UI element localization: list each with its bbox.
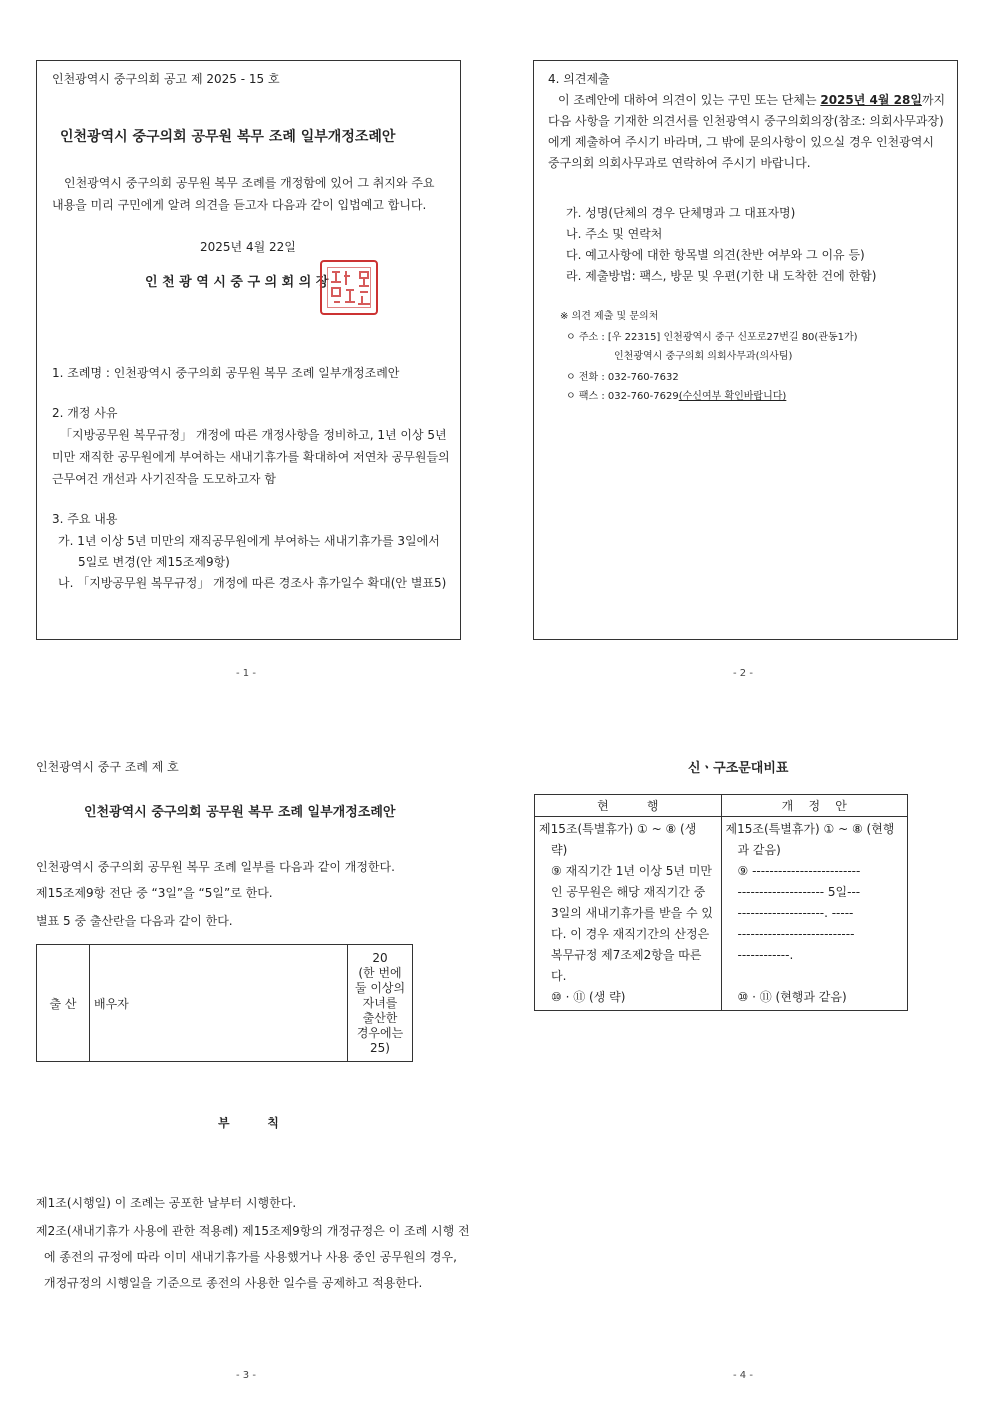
section-2-line-1: 「지방공무원 복무규정」 개정에 따른 개정사항을 정비하고, 1년 이상 5년 [60,428,447,442]
opinion-line-2: 다음 사항을 기재한 의견서를 인천광역시 중구의회의장(참조: 의회사무과장) [548,114,944,128]
item-na: 나. 주소 및 연락처 [566,227,663,241]
item-ra: 라. 제출방법: 팩스, 방문 및 우편(기한 내 도착한 건에 한함) [566,269,877,283]
header-amended: 개 정 안 [721,795,908,817]
notice-date: 2025년 4월 22일 [200,240,296,254]
item-da: 다. 예고사항에 대한 항목별 의견(찬반 여부와 그 이유 등) [566,248,865,262]
amended-line: ⑨ ------------------------- [737,864,861,878]
article-2-line-2: 에 종전의 규정에 따라 이미 새내기휴가를 사용했거나 사용 중인 공무원의 경우, [44,1250,457,1264]
contact-heading: ※ 의견 제출 및 문의처 [560,311,659,322]
section-1-ordinance-name: 1. 조례명 : 인천광역시 중구의회 공무원 복무 조례 일부개정조례안 [52,366,400,380]
current-line: 복무규정 제7조제2항을 따른 [551,948,702,962]
current-text [535,817,722,1011]
deadline-date: 2025년 4월 28일 [820,93,922,107]
opinion-line-1-text: 이 조례안에 대하여 의견이 있는 구민 또는 단체는 [558,93,821,107]
current-line: ⑨ 재직기간 1년 이상 5년 미만 [551,864,713,878]
days-line: (한 번에 [358,965,402,980]
intro-line-1: 인천광역시 중구의회 공무원 복무 조례를 개정함에 있어 그 취지와 주요 [64,176,435,190]
days-line: 경우에는 [356,1025,404,1040]
section-2-heading: 2. 개정 사유 [52,406,118,420]
current-line: 다. 이 경우 재직기간의 산정은 [551,927,710,941]
contact-address: ㅇ 주소 : [우 22315] 인천광역시 중구 신포로27번길 80(관동1가) [566,332,858,343]
opinion-heading: 4. 의견제출 [548,72,610,86]
contact-address-2: 인천광역시 중구의회 의회사무과(의사팀) [614,351,793,362]
section-3-item-b: 나. 「지방공무원 복무규정」 개정에 따른 경조사 휴가일수 확대(안 별표5) [58,576,447,590]
amended-text [721,817,908,1011]
ordinance-number: 인천광역시 중구 조례 제 호 [36,760,179,774]
days-line: 자녀를 [362,995,398,1010]
page-1-title: 인천광역시 중구의회 공무원 복무 조례 일부개정조례안 [60,129,396,145]
current-line: 3일의 새내기휴가를 받을 수 있 [551,906,713,920]
current-line: 인 공무원은 해당 재직기간 중 [551,885,706,899]
comparison-table [534,794,908,1011]
amended-line: 과 같음) [737,843,781,857]
table-cell-target: 배우자 [90,945,348,1062]
section-2-line-3: 근무여건 개선과 사기진작을 도모하고자 함 [52,472,276,486]
opinion-line-1 [558,89,945,111]
current-line: 다. [551,969,567,983]
page-number-1: - 1 - [236,668,256,679]
amended-line: --------------------. ----- [737,906,854,920]
contact-fax [566,386,786,408]
current-line: 략) [551,843,568,857]
amended-line: -------------------- 5일--- [737,885,861,899]
signer-name: 인 천 광 역 시 중 구 의 회 의 장 [145,275,329,290]
table-cell-days [348,945,413,1062]
amended-line: ------------. [737,948,794,962]
section-2-line-2: 미만 재직한 공무원에게 부여하는 새내기휴가를 확대하여 저연차 공무원들의 [52,450,450,464]
current-line: 제15조(특별휴가) ① ~ ⑧ (생 [539,822,697,836]
item-ga: 가. 성명(단체의 경우 단체명과 그 대표자명) [566,206,796,220]
article-2-line-3: 개정규정의 시행일을 기준으로 종전의 사용한 일수를 공제하고 적용한다. [44,1276,423,1290]
days-line: 25) [370,1040,390,1055]
table-cell-category: 출 산 [37,945,90,1062]
page-number-3: - 3 - [236,1370,256,1381]
days-line: 출산한 [362,1010,398,1025]
supplementary-heading: 부 칙 [218,1116,279,1130]
page-number-2: - 2 - [733,668,753,679]
article-2-line-1: 제2조(새내기휴가 사용에 관한 적용례) 제15조제9항의 개정규정은 이 조례 시행 전 [36,1224,470,1238]
amend-line-3: 별표 5 중 출산란을 다음과 같이 한다. [36,914,233,928]
amend-line-2: 제15조제9항 전단 중 “3일”을 “5일”로 한다. [36,886,273,900]
article-1: 제1조(시행일) 이 조례는 공포한 날부터 시행한다. [36,1196,297,1210]
notice-number: 인천광역시 중구의회 공고 제 2025 - 15 호 [52,72,280,86]
opinion-line-1-end: 까지 [921,93,946,107]
section-3-item-a: 가. 1년 이상 5년 미만의 재직공무원에게 부여하는 새내기휴가를 3일에서 [58,534,440,548]
days-line: 둘 이상의 [354,980,406,995]
current-line: ⑩ · ⑪ (생 략) [551,990,626,1004]
amended-line: 제15조(특별휴가) ① ~ ⑧ (현행 [725,822,895,836]
official-seal [320,260,378,315]
amended-line: ⑩ · ⑪ (현행과 같음) [737,990,847,1004]
section-3-heading: 3. 주요 내용 [52,512,118,526]
comparison-title: 신ㆍ구조문대비표 [688,761,789,776]
opinion-line-4: 중구의회 의회사무과로 연락하여 주시기 바랍니다. [548,156,811,170]
opinion-line-3: 에게 제출하여 주시기 바라며, 그 밖에 문의사항이 있으실 경우 인천광역시 [548,135,934,149]
amended-line [726,966,904,987]
contact-fax-note: (수신여부 확인바랍니다) [678,391,787,402]
section-3-item-a-cont: 5일로 변경(안 제15조제9항) [78,555,230,569]
days-line: 20 [372,950,388,965]
amend-line-1: 인천광역시 중구의회 공무원 복무 조례 일부를 다음과 같이 개정한다. [36,860,395,874]
page-number-4: - 4 - [733,1370,753,1381]
header-current: 현 행 [535,795,722,817]
intro-line-2: 내용을 미리 구민에게 알려 의견을 듣고자 다음과 같이 입법예고 합니다. [52,198,427,212]
childbirth-table [36,944,413,1062]
contact-fax-number: ㅇ 팩스 : 032-760-7629 [566,391,679,402]
amended-line: --------------------------- [737,927,855,941]
page-3-title: 인천광역시 중구의회 공무원 복무 조례 일부개정조례안 [84,805,396,820]
contact-phone: ㅇ 전화 : 032-760-7632 [566,372,679,383]
